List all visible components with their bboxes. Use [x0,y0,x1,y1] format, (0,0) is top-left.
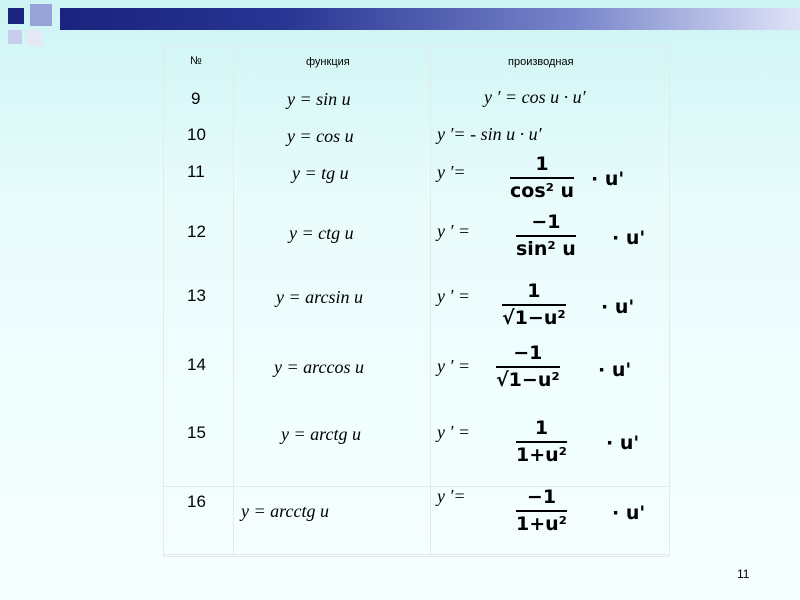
decor-square [26,30,42,46]
fraction-bar [502,304,566,306]
fraction-bar [510,177,574,179]
denominator: √1−u² [502,307,566,329]
row-number: 12 [187,222,206,241]
decor-square [8,30,22,44]
denominator: sin² u [516,238,576,260]
row-divider [164,486,669,487]
title-bar [60,8,800,30]
denominator: 1+u² [516,513,567,535]
multiplier: · u' [591,168,625,190]
multiplier: · u' [612,502,646,524]
row-function: y = ctg u [289,223,354,243]
derivative-prefix: y ′ = [437,422,471,442]
numerator: −1 [513,342,543,364]
fraction [516,212,576,260]
row-function: y = sin u [287,89,351,109]
row-number: 9 [191,89,201,108]
fraction-bar [496,366,560,368]
row-derivative: y ′ = cos u · u′ [484,87,586,107]
derivative-prefix: y ′= [437,486,466,506]
decor-square [30,4,52,26]
denominator: 1+u² [516,444,567,466]
fraction [496,343,560,391]
denominator: cos² u [510,180,575,202]
derivative-prefix: y ′ = [437,286,471,306]
multiplier: · u' [598,359,632,381]
numerator: −1 [526,486,557,508]
column-divider [430,46,431,556]
header-function: функция [306,56,350,68]
row-derivative: y ′= - sin u · u′ [437,124,542,144]
row-number: 14 [187,355,206,374]
row-number: 15 [187,423,206,442]
fraction [502,281,566,329]
fraction-bar [516,235,576,237]
row-divider [164,554,669,555]
row-number: 13 [187,286,206,305]
fraction [510,154,574,202]
derivatives-table [163,45,670,557]
row-number: 16 [187,492,206,511]
header-derivative: производная [508,56,574,68]
row-function: y = arctg u [281,424,361,444]
numerator: 1 [535,153,549,175]
header-number: № [190,55,202,67]
numerator: −1 [531,211,561,233]
derivative-prefix: y ′ = [437,221,471,241]
decor-square [8,8,24,24]
row-function: y = arcctg u [241,501,329,521]
row-function: y = tg u [292,163,349,183]
derivative-prefix: y ′= [437,162,466,182]
row-number: 10 [187,125,206,144]
column-divider [233,46,234,556]
numerator: 1 [527,280,541,302]
page-number: 11 [737,567,750,581]
fraction [516,418,567,466]
row-function: y = arccos u [274,357,364,377]
derivative-prefix: y ′ = [437,356,471,376]
fraction-bar [516,441,567,443]
fraction-bar [516,510,567,512]
multiplier: · u' [601,296,635,318]
multiplier: · u' [612,227,646,249]
row-number: 11 [187,162,205,181]
row-function: y = cos u [287,126,354,146]
fraction [516,487,567,535]
numerator: 1 [534,417,549,439]
row-function: y = arcsin u [276,287,363,307]
denominator: √1−u² [496,369,560,391]
multiplier: · u' [606,432,640,454]
